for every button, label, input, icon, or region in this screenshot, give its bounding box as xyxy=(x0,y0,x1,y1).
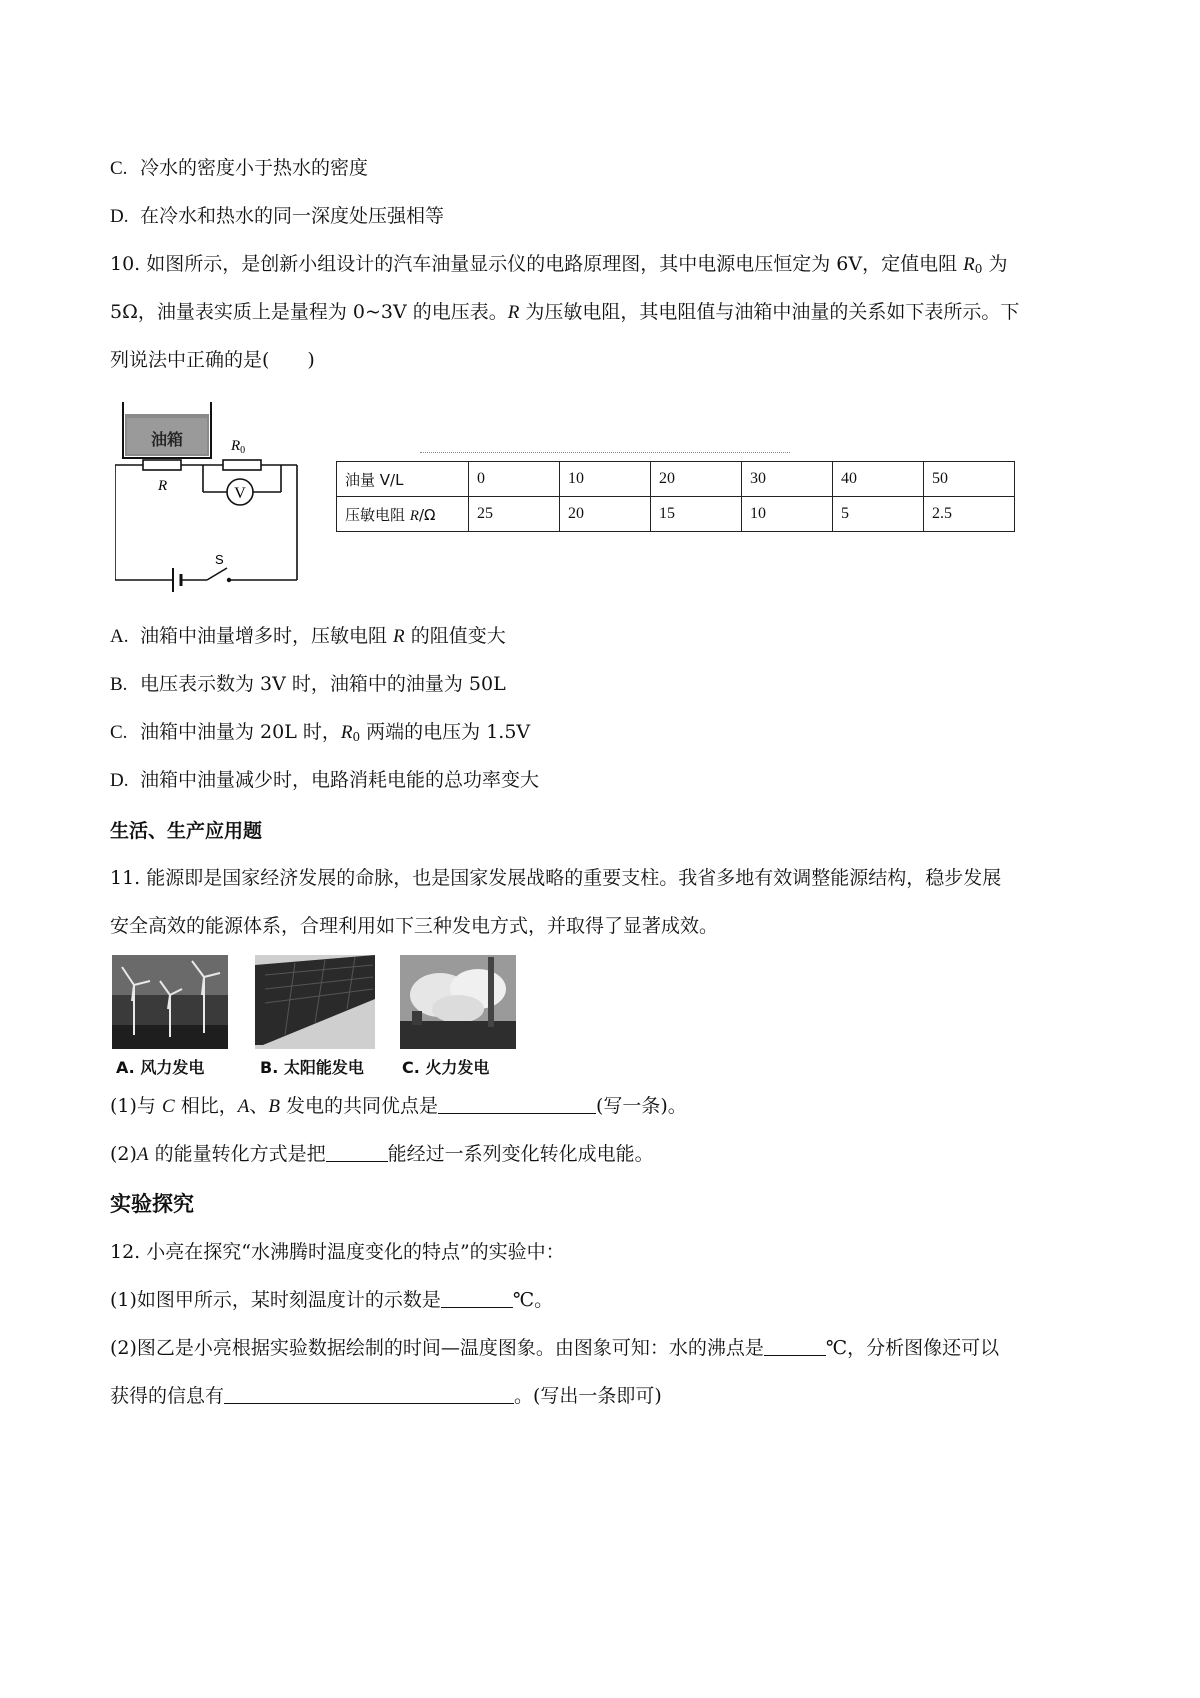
q10-option-d xyxy=(110,766,539,795)
q10-option-a xyxy=(110,622,506,651)
symbol: B xyxy=(268,1096,280,1117)
table-cell: 10 xyxy=(560,462,651,497)
text: 两端的电压为 1.5V xyxy=(360,721,531,743)
q12-sub2-line1 xyxy=(110,1334,999,1362)
tank-label: 油箱 xyxy=(150,430,184,449)
q10-stem-line2 xyxy=(110,298,1019,327)
table-cell: 30 xyxy=(742,462,833,497)
text: 电压表示数为 3V 时，油箱中的油量为 50L xyxy=(140,673,506,695)
q10-option-c xyxy=(110,718,530,751)
answer-blank[interactable] xyxy=(764,1335,826,1356)
option-letter: D. xyxy=(110,770,129,791)
q12-sub1 xyxy=(110,1286,553,1314)
text: 10. 如图所示，是创新小组设计的汽车油量显示仪的电路原理图，其中电源电压恒定为 6V，定值电阻 xyxy=(110,253,964,275)
text: 。(写出一条即可) xyxy=(514,1385,662,1407)
table-cell: 2.5 xyxy=(924,497,1015,532)
q10-stem-line1 xyxy=(110,250,1007,283)
symbol-r0: R xyxy=(963,254,975,275)
answer-blank[interactable] xyxy=(326,1141,388,1162)
text: 为压敏电阻，其电阻值与油箱中油量的关系如下表所示。下 xyxy=(519,301,1020,323)
resistor-r-label: R xyxy=(158,478,168,494)
q12-stem: 12. 小亮在探究“水沸腾时温度变化的特点”的实验中： xyxy=(110,1241,565,1263)
section-heading-experiment: 实验探究 xyxy=(110,1192,194,1216)
text: 的阻值变大 xyxy=(404,625,506,647)
option-letter: B. xyxy=(110,674,128,695)
table-cell: 10 xyxy=(742,497,833,532)
subscript: 0 xyxy=(974,262,983,276)
text: 的能量转化方式是把 xyxy=(148,1143,326,1165)
symbol-r0: R xyxy=(340,722,353,743)
text: 获得的信息有 xyxy=(110,1385,225,1407)
option-text: 在冷水和热水的同一深度处压强相等 xyxy=(140,205,445,227)
q11-stem-line1: 11. 能源即是国家经济发展的命脉，也是国家发展战略的重要支柱。我省多地有效调整能源结构，稳步发展 xyxy=(110,867,1002,889)
row-header-oil: 油量 V/L xyxy=(337,462,469,497)
text: 油箱中油量为 20L 时， xyxy=(140,721,341,743)
table-cell: 40 xyxy=(833,462,924,497)
text: (1)如图甲所示，某时刻温度计的示数是 xyxy=(110,1289,441,1311)
text: 油箱中油量增多时，压敏电阻 xyxy=(140,625,394,647)
table-cell: 20 xyxy=(560,497,651,532)
resistor-r0 xyxy=(223,460,261,470)
table-cell: 15 xyxy=(651,497,742,532)
table-cell: 20 xyxy=(651,462,742,497)
oil-tank xyxy=(123,402,211,458)
answer-blank[interactable] xyxy=(438,1093,596,1114)
symbol: A xyxy=(136,1144,149,1165)
resistor-r0-label: $R_0$ xyxy=(231,438,246,456)
text: ℃，分析图像还可以 xyxy=(825,1337,1000,1359)
text: ℃。 xyxy=(512,1289,554,1311)
table-cell: 50 xyxy=(924,462,1015,497)
table-decoration xyxy=(420,452,790,453)
symbol: C xyxy=(161,1096,175,1117)
subscript: 0 xyxy=(352,730,361,744)
q10-option-b xyxy=(110,670,506,699)
caption-thermal: C. 火力发电 xyxy=(402,1058,490,1077)
text: (2) xyxy=(110,1143,137,1165)
option-letter: C. xyxy=(110,722,128,743)
row-header-resistance: 压敏电阻 R/Ω xyxy=(337,497,469,532)
q12-sub2-line2 xyxy=(110,1382,662,1410)
table-row xyxy=(337,462,1015,497)
text: 油箱中油量减少时，电路消耗电能的总功率变大 xyxy=(140,769,540,791)
symbol: A xyxy=(237,1096,250,1117)
answer-blank[interactable] xyxy=(441,1287,513,1308)
answer-blank[interactable] xyxy=(224,1383,514,1404)
switch-icon xyxy=(207,568,227,580)
option-letter: A. xyxy=(110,626,129,647)
q11-sub1 xyxy=(110,1092,687,1121)
text: (1)与 xyxy=(110,1095,162,1117)
q11-stem-line2: 安全高效的能源体系，合理利用如下三种发电方式，并取得了显著成效。 xyxy=(110,915,719,937)
symbol-r: R xyxy=(507,302,520,323)
option-letter: C. xyxy=(110,158,128,179)
table-cell: 25 xyxy=(469,497,560,532)
text: 能经过一系列变化转化成电能。 xyxy=(387,1143,654,1165)
symbol-r: R xyxy=(393,626,405,647)
table-cell: 0 xyxy=(469,462,560,497)
text: (2)图乙是小亮根据实验数据绘制的时间—温度图象。由图象可知：水的沸点是 xyxy=(110,1337,764,1359)
text: 、 xyxy=(249,1095,269,1117)
text: (写一条)。 xyxy=(595,1095,687,1117)
voltmeter-label: V xyxy=(234,485,246,502)
q9-option-c xyxy=(110,154,368,183)
caption-solar: B. 太阳能发电 xyxy=(260,1058,364,1077)
table-row xyxy=(337,497,1015,532)
text: 发电的共同优点是 xyxy=(279,1095,438,1117)
text: 相比， xyxy=(174,1095,238,1117)
caption-wind: A. 风力发电 xyxy=(116,1058,205,1077)
solar-power-photo xyxy=(255,955,375,1049)
switch-label: S xyxy=(215,552,224,567)
thermal-power-photo xyxy=(400,955,516,1049)
option-text: 冷水的密度小于热水的密度 xyxy=(140,157,369,179)
circuit-diagram xyxy=(115,400,340,592)
section-heading-life: 生活、生产应用题 xyxy=(110,820,263,842)
oil-resistance-table xyxy=(336,461,1015,532)
wind-power-photo xyxy=(112,955,228,1049)
q11-sub2 xyxy=(110,1140,654,1169)
q9-option-d xyxy=(110,202,444,231)
table-cell: 5 xyxy=(833,497,924,532)
option-letter: D. xyxy=(110,206,129,227)
q10-stem-line3: 列说法中正确的是( ) xyxy=(110,349,315,371)
text: 为 xyxy=(982,253,1008,275)
resistor-r xyxy=(143,460,181,470)
text: 5Ω，油量表实质上是量程为 0~3V 的电压表。 xyxy=(110,301,508,323)
